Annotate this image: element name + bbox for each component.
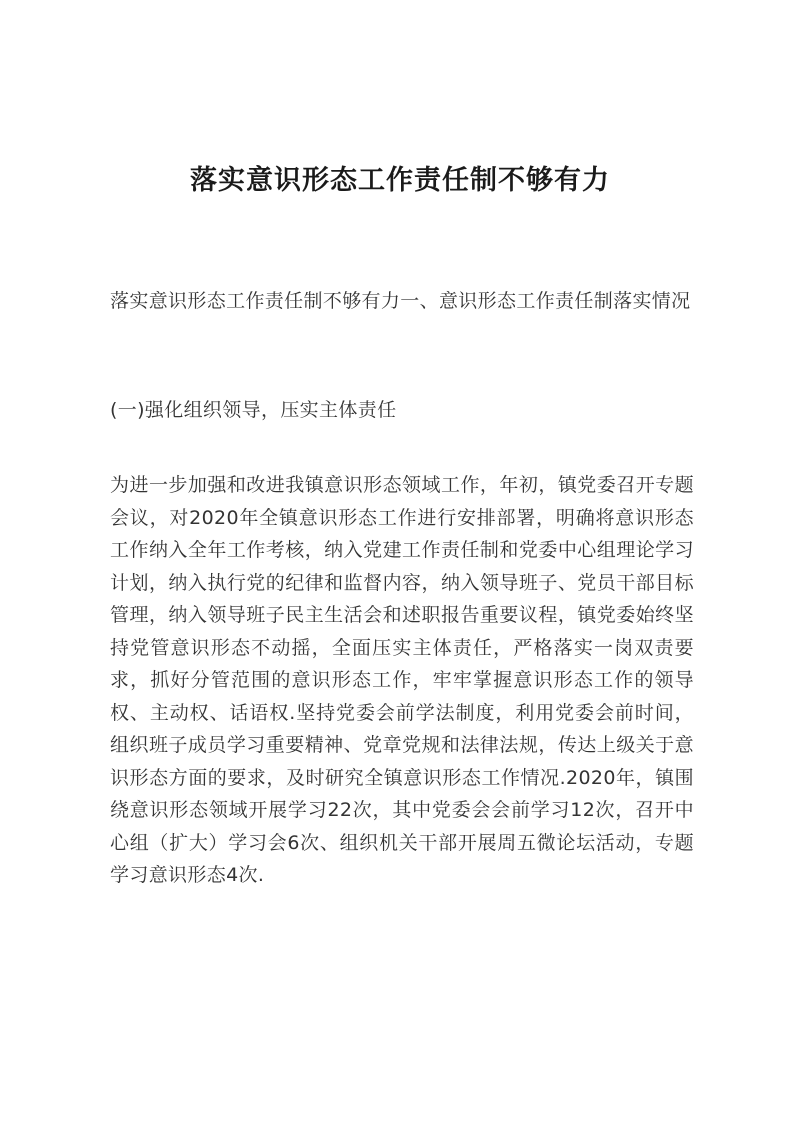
body-paragraph: 为进一步加强和改进我镇意识形态领域工作，年初，镇党委召开专题会议，对2020年全镇意识形态工作进行安排部署，明确将意识形态工作纳入全年工作考核，纳入党建工作责任制和党委中心组理论学习计划，纳入执行党的纪律和监督内容，纳入领导班子、党员干部目标管理，纳入领导班子民主生活会和述职报告重要议程，镇党委始终坚持党管意识形态不动摇，全面压实主体责任，严格落实一岗双责要求，抓好分管范围的意识形态工作，牢牢掌握意识形态工作的领导权、主动权、话语权.坚持党委会前学法制度，利用党委会前时间，组织班子成员学习重要精神、党章党规和法律法规，传达上级关于意识形态方面的要求，及时研究全镇意识形态工作情况.2020年，镇围绕意识形态领域开展学习22次，其中党委会会前学习12次，召开中心组（扩大）学习会6次、组织机关干部开展周五微论坛活动，专题学习意识形态4次.: [110, 474, 694, 886]
intro-paragraph: 落实意识形态工作责任制不够有力一、意识形态工作责任制落实情况: [110, 290, 691, 312]
document-title: 落实意识形态工作责任制不够有力: [190, 165, 610, 196]
section-heading: (一)强化组织领导，压实主体责任: [110, 399, 397, 421]
